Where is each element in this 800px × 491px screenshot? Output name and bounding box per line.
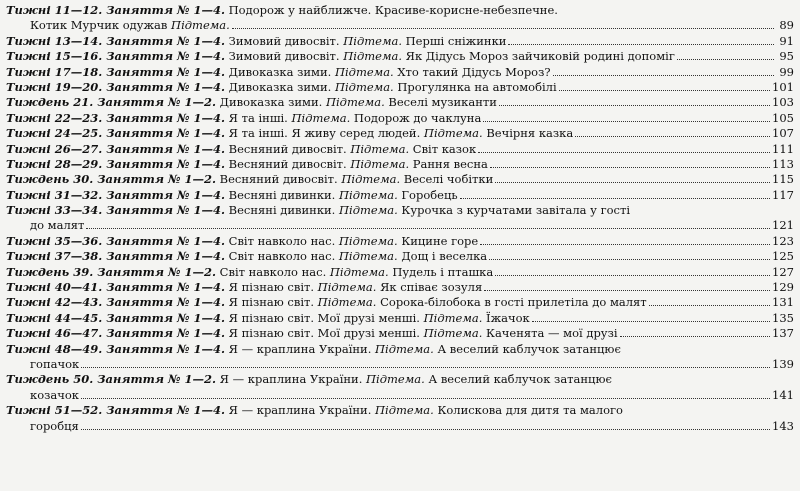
page-number: 139 — [772, 356, 794, 371]
toc-line-text — [6, 95, 497, 110]
toc-line-text — [6, 188, 458, 203]
page-number: 125 — [772, 249, 794, 264]
topic-text: Я пізнаю світ. Мої друзі менші. — [228, 326, 420, 341]
toc-line-text — [30, 357, 79, 372]
topic-text: Світ навколо нас. — [228, 249, 336, 264]
toc-line-text — [30, 388, 79, 403]
toc-line — [6, 3, 794, 18]
toc-line — [6, 357, 794, 372]
lesson-heading: Тижні 46—47. Заняття № 1—4. — [6, 326, 225, 341]
toc-line — [6, 326, 794, 341]
toc-line — [6, 172, 794, 187]
subtopic-label: Підтема. — [350, 156, 410, 171]
topic-text: Я — краплина України. — [228, 403, 372, 418]
toc-line — [6, 80, 794, 95]
lesson-heading: Тижні 11—12. Заняття № 1—4. — [6, 3, 225, 17]
toc-line-text — [6, 157, 488, 172]
topic-text: гопачок — [30, 356, 80, 371]
dot-leader — [499, 104, 770, 106]
page-number: 127 — [772, 264, 794, 279]
page-number: 115 — [772, 172, 794, 187]
topic-text: до малят — [30, 218, 85, 233]
subtopic-text: Колискова для дитя та малого — [437, 403, 623, 418]
toc-line-text — [6, 280, 482, 295]
toc-line — [6, 311, 794, 326]
topic-text: козачок — [30, 387, 79, 402]
toc-entry — [6, 95, 794, 110]
dot-leader — [484, 289, 770, 291]
subtopic-text: Хто такий Дідусь Мороз? — [397, 64, 551, 79]
toc-line — [6, 419, 794, 434]
topic-text: Я — краплина України. — [219, 372, 363, 387]
subtopic-text: Подорож до чаклуна — [353, 110, 482, 125]
toc-line — [6, 218, 794, 233]
dot-leader — [495, 274, 770, 276]
toc-entry — [6, 157, 794, 172]
toc-line — [6, 34, 794, 49]
toc-entry — [6, 203, 794, 234]
subtopic-label: Підтема. — [375, 341, 434, 356]
subtopic-text: Курочка з курчатами завітала у гості — [401, 203, 631, 218]
toc-line — [6, 234, 794, 249]
dot-leader — [81, 366, 770, 368]
lesson-heading: Тиждень 30. Заняття № 1—2. — [6, 172, 217, 187]
page-number: 91 — [779, 33, 794, 48]
lesson-heading: Тижні 35—36. Заняття № 1—4. — [6, 233, 225, 248]
lesson-heading: Тижні 48—49. Заняття № 1—4. — [6, 341, 225, 356]
toc-line — [6, 265, 794, 280]
toc-entry — [6, 65, 794, 80]
subtopic-text: Дощ і веселка — [401, 249, 488, 264]
toc-line-text — [6, 126, 573, 141]
page-number: 103 — [772, 95, 794, 110]
topic-text: Світ навколо нас. — [219, 264, 327, 279]
toc-line-text — [6, 372, 612, 387]
lesson-heading: Тижні 13—14. Заняття № 1—4. — [6, 33, 225, 48]
subtopic-text: Прогулянка на автомобілі — [397, 79, 557, 94]
lesson-heading: Тижні 40—41. Заняття № 1—4. — [6, 280, 225, 295]
toc-line — [6, 95, 794, 110]
toc-entry — [6, 3, 794, 34]
subtopic-label: Підтема. — [343, 49, 402, 64]
lesson-heading: Тиждень 21. Заняття № 1—2. — [6, 95, 217, 110]
page-number: 95 — [779, 49, 794, 64]
subtopic-label: Підтема. — [338, 249, 398, 264]
toc-entry — [6, 311, 794, 326]
toc-entry — [6, 34, 794, 49]
page-number: 117 — [772, 187, 794, 202]
dot-leader — [575, 135, 770, 137]
dot-leader — [460, 197, 770, 199]
toc-line — [6, 188, 794, 203]
subtopic-text: Сорока-білобока в гості прилетіла до малят — [380, 295, 647, 310]
lesson-heading: Тижні 37—38. Заняття № 1—4. — [6, 249, 225, 264]
subtopic-label: Підтема. — [317, 280, 377, 295]
toc-entry — [6, 49, 794, 64]
subtopic-label: Підтема. — [350, 141, 410, 156]
toc-entry — [6, 126, 794, 141]
page-number: 143 — [772, 418, 794, 433]
lesson-heading: Тижні 15—16. Заняття № 1—4. — [6, 49, 225, 64]
dot-leader — [478, 151, 770, 153]
dot-leader — [483, 120, 770, 122]
dot-leader — [620, 335, 771, 337]
page-number: 107 — [772, 126, 794, 141]
dot-leader — [508, 43, 774, 45]
dot-leader — [649, 304, 770, 306]
toc-line — [6, 342, 794, 357]
page-number: 131 — [772, 295, 794, 310]
toc-line-text — [6, 234, 478, 249]
lesson-heading: Тижні 28—29. Заняття № 1—4. — [6, 156, 225, 171]
toc-entry — [6, 342, 794, 373]
toc-entry — [6, 188, 794, 203]
toc-entry — [6, 326, 794, 341]
toc-line-text — [6, 142, 476, 157]
toc-entry — [6, 172, 794, 187]
topic-text: Котик Мурчик одужав — [30, 18, 168, 33]
toc-line-text — [6, 172, 493, 187]
toc-entry — [6, 249, 794, 264]
lesson-heading: Тижні 22—23. Заняття № 1—4. — [6, 110, 225, 125]
toc-line-text — [6, 249, 487, 264]
subtopic-text: Як співає зозуля — [380, 280, 483, 295]
toc-line-text — [6, 111, 481, 126]
subtopic-label: Підтема. — [375, 403, 434, 418]
topic-text: Світ навколо нас. — [228, 233, 336, 248]
subtopic-text: А веселий каблучок затанцює — [428, 372, 612, 387]
toc-line — [6, 372, 794, 387]
subtopic-label: Підтема. — [423, 310, 483, 325]
subtopic-text: Рання весна — [412, 156, 488, 171]
topic-text: Я пізнаю світ. — [228, 295, 315, 310]
subtopic-label: Підтема. — [339, 203, 398, 218]
topic-text: Весняний дивосвіт. — [219, 172, 338, 187]
toc-line — [6, 126, 794, 141]
toc-line-text — [30, 419, 79, 434]
toc-entry — [6, 372, 794, 403]
page-number: 113 — [772, 156, 794, 171]
page-number: 141 — [772, 387, 794, 402]
dot-leader — [232, 27, 774, 29]
toc-line — [6, 49, 794, 64]
lesson-heading: Тиждень 50. Заняття № 1—2. — [6, 372, 217, 387]
topic-text: Дивоказка зими. — [228, 64, 332, 79]
toc-line-text — [6, 265, 493, 280]
subtopic-label: Підтема. — [329, 264, 389, 279]
lesson-heading: Тижні 19—20. Заняття № 1—4. — [6, 79, 225, 94]
page-number: 105 — [772, 110, 794, 125]
subtopic-text: Світ казок — [412, 141, 477, 156]
topic-text: Весняний дивосвіт. — [228, 141, 347, 156]
page-number: 129 — [772, 280, 794, 295]
dot-leader — [490, 166, 770, 168]
subtopic-text: Кицине горе — [401, 233, 479, 248]
topic-text: Я та інші. — [228, 110, 288, 125]
subtopic-text: Веселі музиканти — [388, 95, 497, 110]
toc-entry — [6, 265, 794, 280]
subtopic-text: Каченята — мої друзі — [486, 326, 618, 341]
subtopic-label: Підтема. — [291, 110, 351, 125]
page-number: 135 — [772, 310, 794, 325]
subtopic-label: Підтема. — [171, 18, 230, 33]
lesson-heading: Тижні 42—43. Заняття № 1—4. — [6, 295, 225, 310]
toc-line — [6, 157, 794, 172]
dot-leader — [495, 181, 770, 183]
toc-line — [6, 65, 794, 80]
toc-line — [6, 203, 794, 218]
page-number: 89 — [779, 18, 794, 33]
subtopic-text: Перші сніжинки — [405, 33, 507, 48]
lesson-heading: Тижні 51—52. Заняття № 1—4. — [6, 403, 225, 418]
lesson-heading: Тижні 33—34. Заняття № 1—4. — [6, 203, 225, 218]
topic-text: Я пізнаю світ. Мої друзі менші. — [228, 310, 420, 325]
topic-text: Я пізнаю світ. — [228, 280, 315, 295]
lesson-heading: Тижні 26—27. Заняття № 1—4. — [6, 141, 225, 156]
toc-entry — [6, 295, 794, 310]
subtopic-text: А веселий каблучок затанцює — [437, 341, 621, 356]
page-number: 99 — [779, 64, 794, 79]
lesson-heading: Тижні 44—45. Заняття № 1—4. — [6, 310, 225, 325]
subtopic-label: Підтема. — [339, 187, 398, 202]
toc-line-text — [6, 203, 630, 218]
toc-line — [6, 249, 794, 264]
toc-entry — [6, 142, 794, 157]
subtopic-label: Підтема. — [334, 64, 394, 79]
lesson-heading: Тижні 17—18. Заняття № 1—4. — [6, 64, 225, 79]
subtopic-text: Пудель і пташка — [392, 264, 494, 279]
dot-leader — [553, 74, 774, 76]
lesson-heading: Тижні 24—25. Заняття № 1—4. — [6, 126, 225, 141]
dot-leader — [480, 243, 770, 245]
page-number: 111 — [772, 141, 794, 156]
topic-text: Весняні дивинки. — [228, 187, 336, 202]
topic-text: Я та інші. Я живу серед людей. — [228, 126, 421, 141]
topic-text: Я — краплина України. — [228, 341, 372, 356]
subtopic-label: Підтема. — [325, 95, 385, 110]
topic-text: Подорож у найближче. Красиве-корисне-небезпечне. — [228, 3, 558, 17]
topic-text: горобця — [30, 418, 79, 433]
toc-line — [6, 280, 794, 295]
topic-text: Весняний дивосвіт. — [228, 156, 347, 171]
toc-line — [6, 18, 794, 33]
dot-leader — [81, 428, 770, 430]
toc-line-text — [6, 49, 675, 64]
dot-leader — [81, 397, 770, 399]
subtopic-label: Підтема. — [341, 172, 401, 187]
toc-line-text — [6, 295, 647, 310]
toc-entry — [6, 280, 794, 295]
subtopic-label: Підтема. — [317, 295, 377, 310]
subtopic-label: Підтема. — [366, 372, 425, 387]
toc-line-text — [6, 80, 557, 95]
page-number: 137 — [772, 326, 794, 341]
toc-line-text — [30, 218, 84, 233]
subtopic-label: Підтема. — [338, 233, 398, 248]
page-number: 121 — [772, 218, 794, 233]
subtopic-text: Як Дідусь Мороз зайчиковій родині допоміг — [405, 49, 675, 64]
toc-entry — [6, 80, 794, 95]
subtopic-text: Горобець — [401, 187, 458, 202]
toc-entry — [6, 403, 794, 434]
toc-line-text — [6, 3, 558, 18]
toc-line-text — [6, 342, 621, 357]
subtopic-label: Підтема. — [343, 33, 402, 48]
topic-text: Дивоказка зими. — [228, 79, 332, 94]
subtopic-label: Підтема. — [423, 326, 483, 341]
topic-text: Зимовий дивосвіт. — [228, 49, 340, 64]
page-number: 101 — [772, 79, 794, 94]
subtopic-text: Вечірня казка — [486, 126, 574, 141]
topic-text: Дивоказка зими. — [219, 95, 323, 110]
toc-line-text — [6, 65, 551, 80]
dot-leader — [532, 320, 770, 322]
subtopic-text: Веселі чобітки — [403, 172, 494, 187]
topic-text: Зимовий дивосвіт. — [228, 33, 340, 48]
dot-leader — [677, 58, 774, 60]
toc-line — [6, 403, 794, 418]
toc-line — [6, 295, 794, 310]
topic-text: Весняні дивинки. — [228, 203, 336, 218]
table-of-contents — [6, 3, 794, 434]
subtopic-label: Підтема. — [423, 126, 483, 141]
lesson-heading: Тижні 31—32. Заняття № 1—4. — [6, 187, 225, 202]
toc-line — [6, 111, 794, 126]
dot-leader — [489, 258, 770, 260]
page-number: 123 — [772, 233, 794, 248]
dot-leader — [559, 89, 770, 91]
dot-leader — [86, 227, 770, 229]
toc-line-text — [30, 18, 230, 33]
toc-entry — [6, 111, 794, 126]
toc-line — [6, 388, 794, 403]
toc-line-text — [6, 311, 530, 326]
toc-line — [6, 142, 794, 157]
toc-entry — [6, 234, 794, 249]
lesson-heading: Тиждень 39. Заняття № 1—2. — [6, 264, 217, 279]
subtopic-label: Підтема. — [334, 79, 394, 94]
toc-line-text — [6, 34, 506, 49]
subtopic-text: Їжачок — [486, 310, 530, 325]
toc-line-text — [6, 403, 623, 418]
toc-line-text — [6, 326, 618, 341]
